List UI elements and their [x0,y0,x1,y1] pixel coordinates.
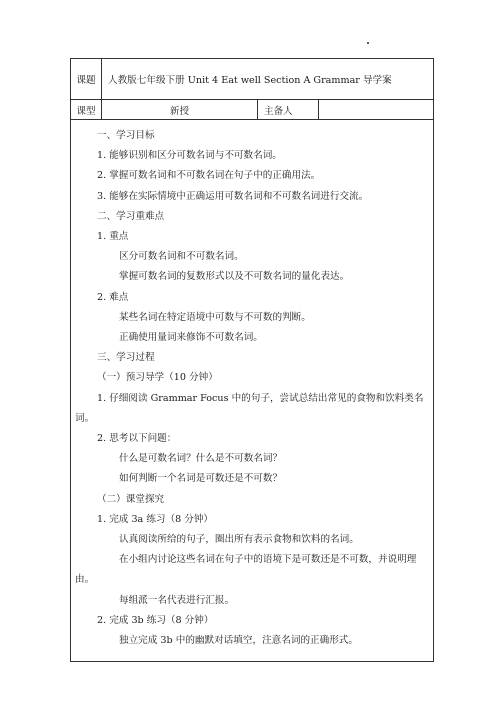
title-label: 课题 [71,59,102,100]
content-row [71,120,434,662]
preview-item-2: 2. 思考以下问题： [97,433,177,445]
exercise-3a-step-cont: 由。 [75,574,95,586]
exercise-3b: 2. 完成 3b 练习（8 分钟） [97,614,214,626]
difficulty-item: 正确使用量词来修饰不可数名词。 [119,332,263,344]
preview-item-1-cont: 词。 [75,412,95,424]
preview-heading: （一）预习导学（10 分钟） [97,372,218,384]
section-heading-key-points: 二、学习重难点 [97,210,165,222]
exercise-3a-step: 每组派一名代表进行汇报。 [119,594,235,606]
section-heading-goals: 一、学习目标 [97,130,155,141]
type-label: 课型 [71,100,102,120]
content-cell [71,120,434,662]
difficulty-label: 2. 难点 [97,291,129,303]
key-item: 区分可数名词和不可数名词。 [119,251,244,263]
goal-item: 3. 能够在实际情境中正确运用可数名词和不可数名词进行交流。 [97,190,369,202]
preparer-label: 主备人 [258,100,319,120]
type-value: 新授 [102,100,258,120]
lesson-plan-table [70,58,434,662]
exercise-3a: 1. 完成 3a 练习（8 分钟） [97,513,214,525]
preview-item-1: 1. 仔细阅读 Grammar Focus 中的句子，尝试总结出常见的食物和饮料类名 [97,392,424,404]
preparer-value [319,100,434,120]
key-item: 掌握可数名词的复数形式以及不可数名词的量化表达。 [119,271,350,283]
key-label: 1. 重点 [97,231,129,243]
goal-item: 1. 能够识别和区分可数名词与不可数名词。 [97,150,282,162]
classroom-heading: （二）课堂探究 [97,493,165,505]
title-value: 人教版七年级下册 Unit 4 Eat well Section A Grammar 导学案 [102,59,434,100]
exercise-3a-step: 在小组内讨论这些名词在句子中的语境下是可数还是不可数，并说明理 [119,554,417,566]
type-row [71,100,434,120]
exercise-3b-step: 独立完成 3b 中的幽默对话填空，注意名词的正确形式。 [119,635,358,647]
title-row [71,59,434,100]
preview-question: 什么是可数名词？什么是不可数名词？ [119,453,283,465]
stray-dot [367,42,369,44]
preview-question: 如何判断一个名词是可数还是不可数？ [119,473,283,485]
exercise-3a-step: 认真阅读所给的句子，圈出所有表示食物和饮料的名词。 [119,534,359,546]
difficulty-item: 某些名词在特定语境中可数与不可数的判断。 [119,311,311,323]
goal-item: 2. 掌握可数名词和不可数名词在句子中的正确用法。 [97,170,321,182]
section-heading-process: 三、学习过程 [97,352,155,364]
